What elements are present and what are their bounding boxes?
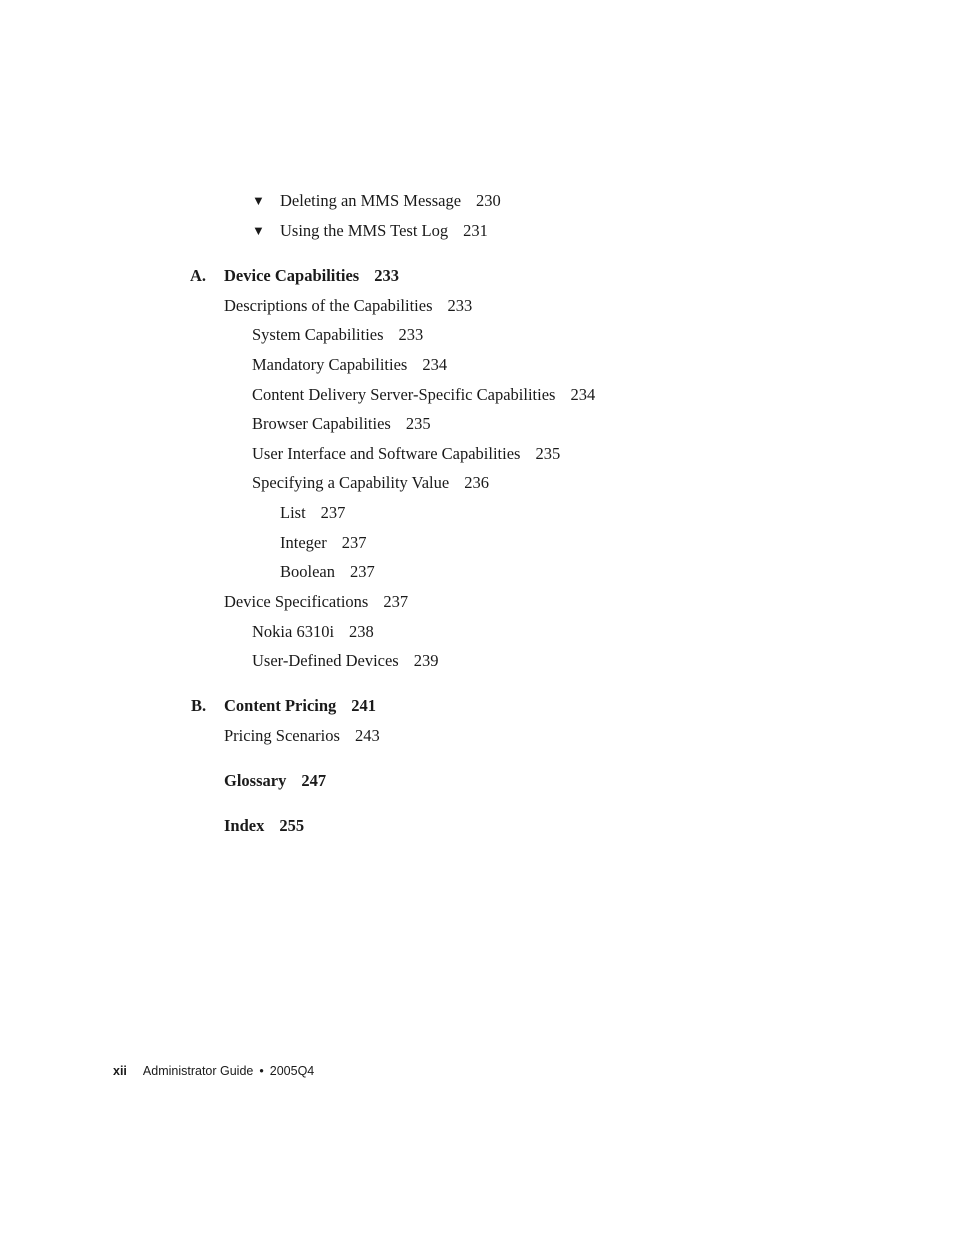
toc-entry-title: System Capabilities — [252, 325, 384, 344]
toc-entry-title: Integer — [280, 533, 327, 552]
toc-entry-title: Specifying a Capability Value — [252, 473, 450, 492]
toc-entry-specifying-capability-value[interactable] — [252, 473, 489, 493]
toc-entry-title: Boolean — [280, 562, 335, 581]
toc-entry-page: 238 — [349, 622, 374, 641]
toc-entry-using-mms-test-log[interactable] — [280, 221, 488, 241]
toc-entry-page: 235 — [405, 414, 431, 433]
toc-entry-title: Browser Capabilities — [252, 414, 391, 433]
footer-book-title: Administrator Guide — [142, 1064, 254, 1078]
footer-edition: 2005Q4 — [269, 1064, 315, 1078]
toc-entry-page: 230 — [476, 191, 501, 210]
toc-entry-boolean[interactable] — [280, 562, 375, 582]
toc-entry-page: 247 — [301, 771, 327, 790]
toc-entry-page: 234 — [570, 385, 596, 404]
toc-entry-page: 255 — [279, 816, 305, 835]
toc-entry-page: 235 — [535, 444, 561, 463]
toc-entry-title: User Interface and Software Capabilities — [252, 444, 521, 463]
toc-entry-list[interactable] — [280, 503, 345, 523]
toc-entry-system-capabilities[interactable] — [252, 325, 423, 345]
toc-entry-descriptions-of-capabilities[interactable] — [224, 296, 472, 316]
toc-entry-title: Glossary — [224, 771, 287, 790]
appendix-letter-a: A. — [190, 266, 207, 285]
toc-entry-page: 237 — [350, 562, 375, 581]
toc-chapter-index[interactable] — [224, 816, 304, 836]
toc-entry-title: Deleting an MMS Message — [280, 191, 462, 210]
toc-entry-title: Device Specifications — [224, 592, 369, 611]
toc-entry-deleting-mms-message[interactable] — [280, 191, 501, 211]
toc-entry-device-specifications[interactable] — [224, 592, 408, 612]
toc-entry-ui-software-capabilities[interactable] — [252, 444, 560, 464]
toc-entry-title: Device Capabilities — [224, 266, 360, 285]
toc-entry-title: Content Delivery Server-Specific Capabilities — [252, 385, 556, 404]
toc-chapter-content-pricing[interactable] — [224, 696, 376, 716]
toc-entry-page: 239 — [413, 651, 439, 670]
toc-entry-page: 234 — [422, 355, 448, 374]
toc-entry-title: Content Pricing — [224, 696, 337, 715]
appendix-letter-b: B. — [191, 696, 207, 715]
toc-entry-page: 233 — [447, 296, 473, 315]
toc-entry-mandatory-capabilities[interactable] — [252, 355, 447, 375]
toc-chapter-device-capabilities[interactable] — [224, 266, 399, 286]
toc-entry-title: User-Defined Devices — [252, 651, 399, 670]
toc-entry-title: Mandatory Capabilities — [252, 355, 408, 374]
triangle-bullet-icon: ▼ — [252, 223, 265, 238]
toc-entry-user-defined-devices[interactable] — [252, 651, 438, 671]
toc-entry-title: Using the MMS Test Log — [280, 221, 449, 240]
toc-entry-page: 236 — [464, 473, 489, 492]
toc-entry-title: Nokia 6310i — [252, 622, 335, 641]
toc-entry-page: 241 — [351, 696, 377, 715]
toc-entry-title: List — [280, 503, 306, 522]
toc-entry-integer[interactable] — [280, 533, 366, 553]
toc-entry-page: 237 — [341, 533, 367, 552]
toc-entry-title: Descriptions of the Capabilities — [224, 296, 433, 315]
toc-entry-page: 233 — [374, 266, 399, 285]
triangle-bullet-icon: ▼ — [252, 193, 265, 208]
toc-entry-title: Index — [224, 816, 265, 835]
toc-entry-title: Pricing Scenarios — [224, 726, 340, 745]
toc-entry-nokia-6310i[interactable] — [252, 622, 374, 642]
page-footer — [113, 1063, 314, 1079]
toc-entry-pricing-scenarios[interactable] — [224, 726, 380, 746]
toc-entry-page: 237 — [320, 503, 346, 522]
page-folio: xii — [113, 1064, 127, 1078]
toc-chapter-glossary[interactable] — [224, 771, 326, 791]
footer-separator: • — [259, 1064, 264, 1078]
toc-entry-browser-capabilities[interactable] — [252, 414, 431, 434]
toc-entry-page: 237 — [383, 592, 409, 611]
toc-entry-page: 243 — [354, 726, 380, 745]
toc-entry-page: 233 — [398, 325, 424, 344]
toc-entry-page: 231 — [463, 221, 488, 240]
toc-entry-cds-specific-capabilities[interactable] — [252, 385, 595, 405]
